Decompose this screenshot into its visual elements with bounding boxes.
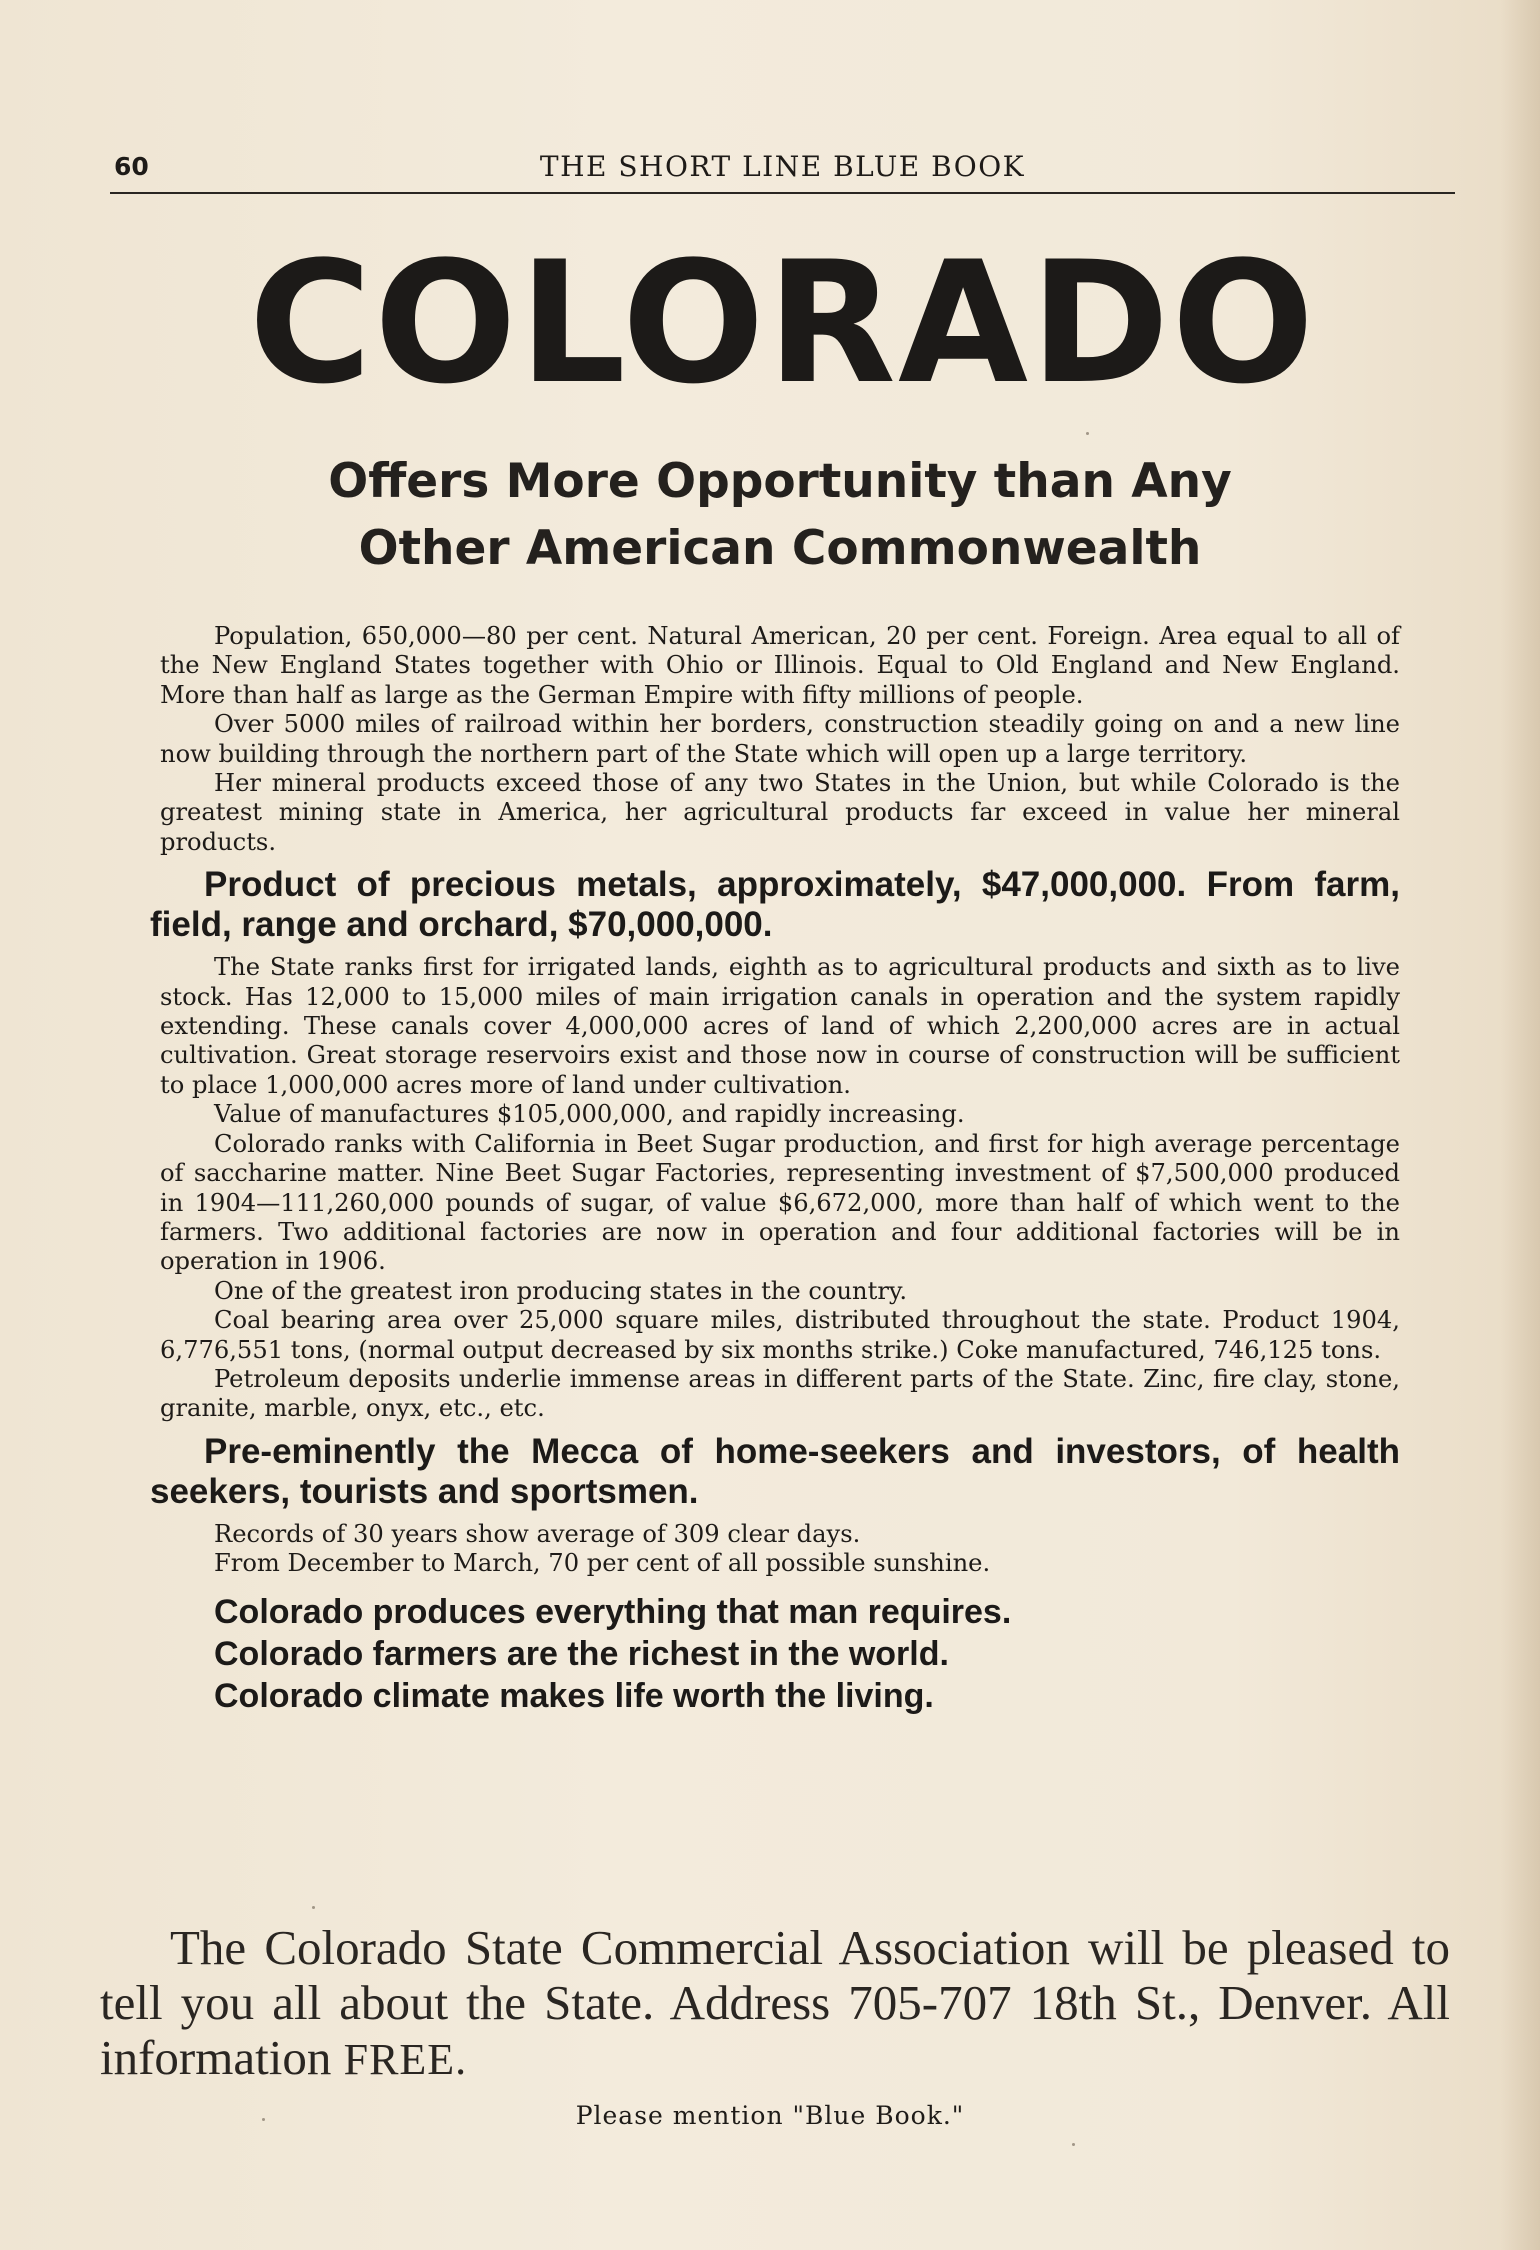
paper-speck [1086,432,1089,435]
subhead-line-2: Other American Commonwealth [358,521,1202,576]
paragraph-petroleum: Petroleum deposits underlie immense areas in different parts of the State. Zinc, fire clay, stone, granite, marble, onyx, etc., etc. [160,1364,1400,1423]
page-number: 60 [114,152,149,181]
paragraph-population: Population, 650,000—80 per cent. Natural American, 20 per cent. Foreign. Area equal to all of the New England States together with Ohio or Illinois. Equal to Old England and New England. More than half as large as the German Empire with fifty millions of people. [160,622,1400,709]
paper-speck [262,2118,265,2121]
mecca-statement: Pre-eminently the Mecca of home-seekers and investors, of health seekers, tourists and sportsmen. [150,1431,1400,1511]
free-label: FREE. [343,2035,468,2084]
paragraph-manufactures: Value of manufactures $105,000,000, and rapidly increasing. [214,1100,965,1129]
closing-address [100,1920,1450,2087]
slogan-climate: Colorado climate makes life worth the living. [214,1676,934,1715]
page-edge-shadow [1500,0,1540,2250]
page-header [110,146,1455,194]
footer-mention: Please mention "Blue Book." [575,2101,965,2130]
paragraph-beet-sugar: Colorado ranks with California in Beet Sugar production, and first for high average percentage of saccharine matter. Nine Beet Sugar Factories, representing investment of $7,500,000 produced in 1904—111,260,000 pounds of sugar, of value $6,672,000, more than half of which went to the farmers. Two additional factories are now in operation and four additional factories will be in operation in 1906. [160,1129,1400,1276]
paper-speck [1072,2143,1075,2146]
running-head: THE SHORT LINE BLUE BOOK [539,150,1026,183]
slogan-farmers: Colorado farmers are the richest in the world. [214,1634,949,1673]
paragraph-iron: One of the greatest iron producing states in the country. [214,1276,908,1305]
paragraph-clear-days: Records of 30 years show average of 309 clear days. [214,1519,861,1548]
paragraph-coal: Coal bearing area over 25,000 square miles, distributed throughout the state. Product 1904, 6,776,551 tons, (normal output decreased by six months strike.) Coke manufactured, 746,125 tons. [160,1306,1400,1364]
headline: COLORADO [248,225,1317,421]
subhead-line-1: Offers More Opportunity than Any [328,454,1232,509]
paper-speck [312,1906,315,1909]
subhead [120,448,1440,582]
article-body [150,622,1400,1717]
slogan-everything: Colorado produces everything that man requires. [214,1592,1012,1631]
paragraph-irrigation: The State ranks first for irrigated lands, eighth as to agricultural products and sixth as to live stock. Has 12,000 to 15,000 miles of main irrigation canals in operation and the system rapidly extending. These canals cover 4,000,000 acres of land of which 2,200,000 acres are in actual cultivation. Great storage reservoirs exist and those now in course of construction will be sufficient to place 1,000,000 acres more of land under cultivation. [160,953,1400,1099]
paragraph-mineral: Her mineral products exceed those of any two States in the Union, but while Colorado is the greatest mining state in America, her agricultural products far exceed in value her mineral products. [160,769,1400,856]
paragraph-railroad: Over 5000 miles of railroad within her borders, construction steadily going on and a new line now building through the northern part of the State which will open up a large territory. [160,710,1400,768]
closing-text: The Colorado State Commercial Association will be pleased to tell you all about the State. Address 705-707 18th St., Denver. All information [100,1920,1450,2085]
product-statement: Product of precious metals, approximately, $47,000,000. From farm, field, range and orchard, $70,000,000. [150,865,1400,945]
paragraph-sunshine: From December to March, 70 per cent of all possible sunshine. [214,1549,991,1578]
